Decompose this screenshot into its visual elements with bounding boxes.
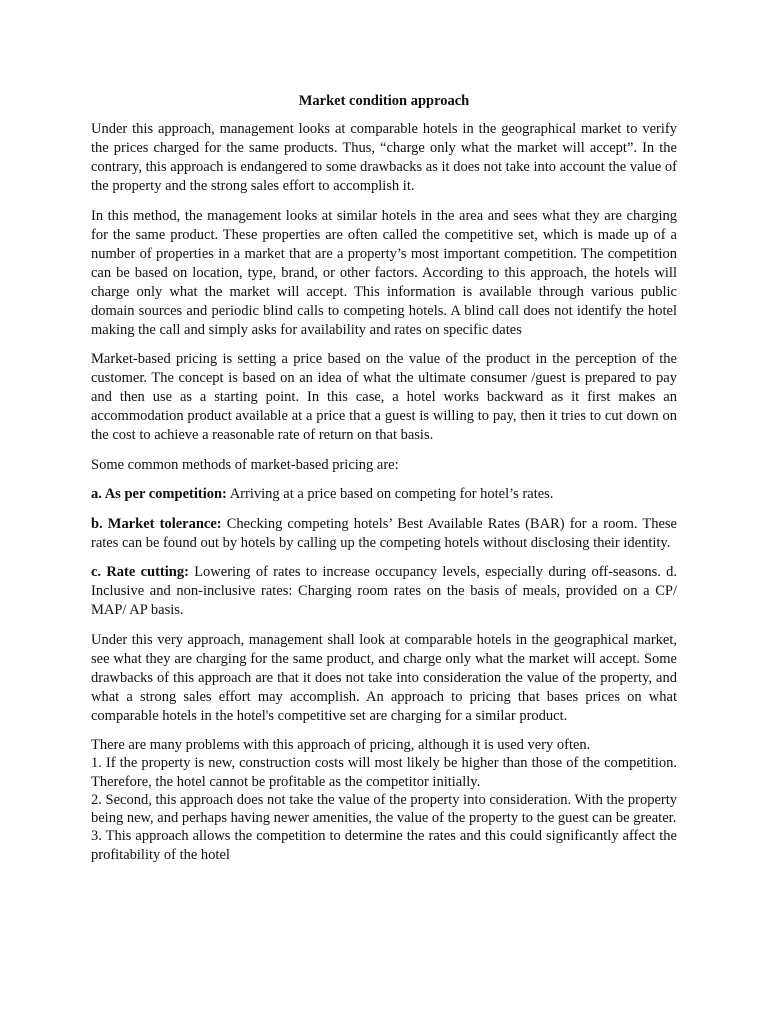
method-item-c-text: Lowering of rates to increase occupancy levels, especially during off-seasons. d. Inclusive and non-inclusive rates: Charging room rates on the basis of meals, provided on a CP/ MAP/ AP basis. bbox=[91, 564, 677, 618]
paragraph-approach-summary: Under this very approach, management shall look at comparable hotels in the geographical market, see what they are charging for the same product, and charge only what the market will accept. Some drawbacks of this approach are that it does not take into consideration the value of the property, and what a strong sales effort may accomplish. An approach to pricing that bases prices on what comparable hotels in the hotel's competitive set are charging for a similar product. bbox=[91, 631, 677, 724]
method-item-c bbox=[91, 563, 677, 620]
method-item-c-label: c. Rate cutting: bbox=[91, 564, 189, 580]
method-item-a bbox=[91, 485, 677, 504]
problem-item-3: 3. This approach allows the competition to determine the rates and this could significantly affect the profitability of the hotel bbox=[91, 828, 677, 863]
paragraph-intro: Under this approach, management looks at comparable hotels in the geographical market to verify the prices charged for the same products. Thus, “charge only what the market will accept”. In the contrary, this approach is endangered to some drawbacks as it does not take into account the value of the property and the strong sales effort to accomplish it. bbox=[91, 121, 677, 194]
paragraph-method: In this method, the management looks at similar hotels in the area and sees what they are charging for the same product. These properties are often called the competitive set, which is made up of a number of properties in a market that are a property’s most important competition. The competition can be based on location, type, brand, or other factors. According to this approach, the hotels will charge only what the market will accept. This information is available through various public domain sources and periodic blind calls to competing hotels. A blind call does not identify the hotel making the call and simply asks for availability and rates on specific dates bbox=[91, 207, 677, 338]
problem-item-1: 1. If the property is new, construction costs will most likely be higher than those of the competition. Therefore, the hotel cannot be profitable as the competitor initially. bbox=[91, 755, 677, 790]
method-item-b-label: b. Market tolerance: bbox=[91, 515, 222, 532]
method-item-b bbox=[91, 515, 677, 553]
problem-item-2: 2. Second, this approach does not take the value of the property into consideration. With the property being new, and perhaps having newer amenities, the value of the property to the guest can be greater. bbox=[91, 791, 677, 827]
method-item-a-text: Arriving at a price based on competing for hotel’s rates. bbox=[226, 486, 554, 502]
method-item-a-label: a. As per competition: bbox=[91, 486, 227, 502]
problems-list bbox=[91, 736, 677, 864]
document-title: Market condition approach bbox=[298, 93, 470, 109]
problems-intro: There are many problems with this approach of pricing, although it is used very often. bbox=[91, 737, 591, 753]
paragraph-market-based-pricing: Market-based pricing is setting a price based on the value of the product in the perception of the customer. The concept is based on an idea of what the ultimate consumer /guest is prepared to pay and then use as a starting point. In this case, a hotel works backward as it first makes an accommodation product available at a price that a guest is willing to pay, then it tries to cut down on the cost to achieve a reasonable rate of return on that basis. bbox=[91, 351, 677, 443]
paragraph-methods-intro: Some common methods of market-based pricing are: bbox=[91, 456, 399, 473]
method-item-b-text: Checking competing hotels’ Best Available Rates (BAR) for a room. These rates can be found out by hotels by calling up the competing hotels without disclosing their identity. bbox=[91, 515, 677, 551]
